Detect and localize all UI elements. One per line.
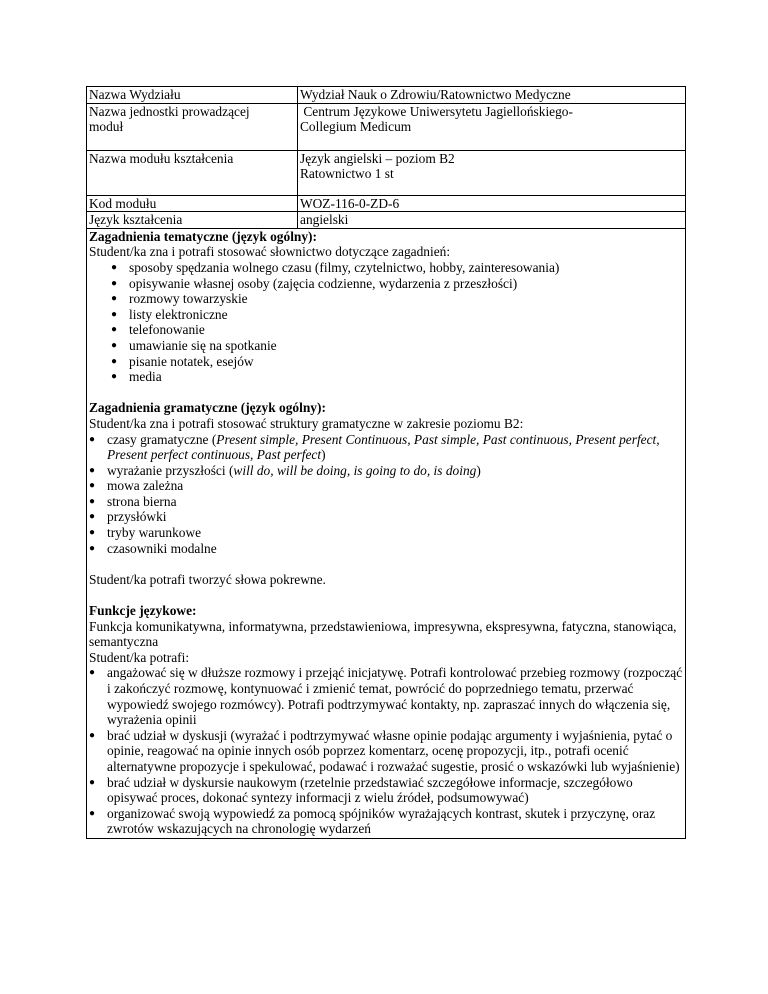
list-item: ● umawianie się na spotkanie [89,338,683,354]
language-value: angielski [298,212,686,229]
functions-list [89,665,683,837]
tenses-prefix: czasy gramatyczne ( [107,431,217,447]
table-row [87,212,686,229]
table-row [87,87,686,104]
language-label: Język kształcenia [87,212,298,229]
code-label: Kod modułu [87,195,298,212]
functions-heading: Funkcje językowe: [89,603,197,619]
list-item: ● angażować się w dłuższe rozmowy i przejąć inicjatywę. Potrafi kontrolować przebieg rozmowy (rozpocząć i zakończyć rozmowę, kontynuować i zmienić temat, powrócić do poprzedniego tematu, przerwać wypowiedź swojego rozmówcy). Potrafi podtrzymywać kontakty, np. zapraszać innych do włączenia się, wyrażenia opinii [89,665,683,727]
future-list: will do, will be doing, is going to do, is doing [233,462,477,478]
list-item [89,432,683,463]
functions-types: Funkcja komunikatywna, informatywna, przedstawieniowa, impresywna, ekspresywna, fatyczna, stanowiąca, semantyczna [89,618,677,650]
module-label: Nazwa modułu kształcenia [87,150,298,195]
table-row [87,195,686,212]
word-formation-text: Student/ka potrafi tworzyć słowa pokrewne. [89,571,326,587]
code-value: WOZ-116-0-ZD-6 [298,195,686,212]
list-item: ● sposoby spędzania wolnego czasu (filmy, czytelnictwo, hobby, zainteresowania) [89,260,683,276]
grammar-heading: Zagadnienia gramatyczne (język ogólny): [89,400,326,416]
thematic-list [89,260,683,385]
unit-label-line: moduł [89,119,124,135]
document-page [86,86,686,839]
thematic-intro: Student/ka zna i potrafi stosować słownictwo dotyczące zagadnień: [89,244,451,260]
future-prefix: wyrażanie przyszłości ( [107,462,234,478]
list-item: ● brać udział w dyskursie naukowym (rzetelnie przedstawiać szczegółowe informacje, szczegółowo opisywać proces, dokonać syntezy informacji z wielu źródeł, podsumowywać) [89,775,683,806]
list-item: ● czasowniki modalne [89,541,683,557]
module-value [298,150,686,195]
module-info-table [86,86,686,229]
functions-intro: Student/ka potrafi: [89,649,190,665]
unit-value-line: Centrum Językowe Uniwersytetu Jagiellońskiego- [300,103,573,119]
table-row [87,150,686,195]
module-value-line: Ratownictwo 1 st [300,166,394,182]
list-item [89,463,683,479]
list-item: ● telefonowanie [89,322,683,338]
future-suffix: ) [476,462,481,478]
faculty-label: Nazwa Wydziału [87,87,298,104]
list-item: ● przysłówki [89,509,683,525]
list-item: ● listy elektroniczne [89,307,683,323]
module-value-line: Język angielski – poziom B2 [300,150,455,166]
tenses-suffix: ) [321,447,326,463]
list-item: ● rozmowy towarzyskie [89,291,683,307]
list-item: ● strona bierna [89,494,683,510]
table-row [87,103,686,150]
unit-label-line: Nazwa jednostki prowadzącej [89,103,250,119]
grammar-intro: Student/ka zna i potrafi stosować struktury gramatyczne w zakresie poziomu B2: [89,415,524,431]
faculty-value: Wydział Nauk o Zdrowiu/Ratownictwo Medyczne [298,87,686,104]
list-item: ● organizować swoją wypowiedź za pomocą spójników wyrażających kontrast, skutek i przyczynę, oraz zwrotów wskazujących na chronologię wydarzeń [89,806,683,837]
unit-value-line: Collegium Medicum [300,119,412,135]
list-item: ● pisanie notatek, esejów [89,354,683,370]
unit-label [87,103,298,150]
content-box [86,229,686,839]
tenses-list: Present simple, Present Continuous, Past simple, Past continuous, Present perfect, Present perfect continuous, Past perfect [107,431,660,463]
list-item: ● brać udział w dyskusji (wyrażać i podtrzymywać własne opinie podając argumenty i wyjaśnienia, pytać o opinie, reagować na opinie innych osób poprzez komentarz, ocenę propozycji, itp., potrafi ocenić alternatywne propozycje i spekulować, podawać i rozważać sugestie, prosić o wskazówki lub wyjaśnienie) [89,728,683,775]
thematic-heading: Zagadnienia tematyczne (język ogólny): [89,228,317,244]
list-item: ● mowa zależna [89,478,683,494]
grammar-list [89,432,683,557]
unit-value [298,103,686,150]
list-item: ● tryby warunkowe [89,525,683,541]
list-item: ● media [89,369,683,385]
list-item: ● opisywanie własnej osoby (zajęcia codzienne, wydarzenia z przeszłości) [89,276,683,292]
